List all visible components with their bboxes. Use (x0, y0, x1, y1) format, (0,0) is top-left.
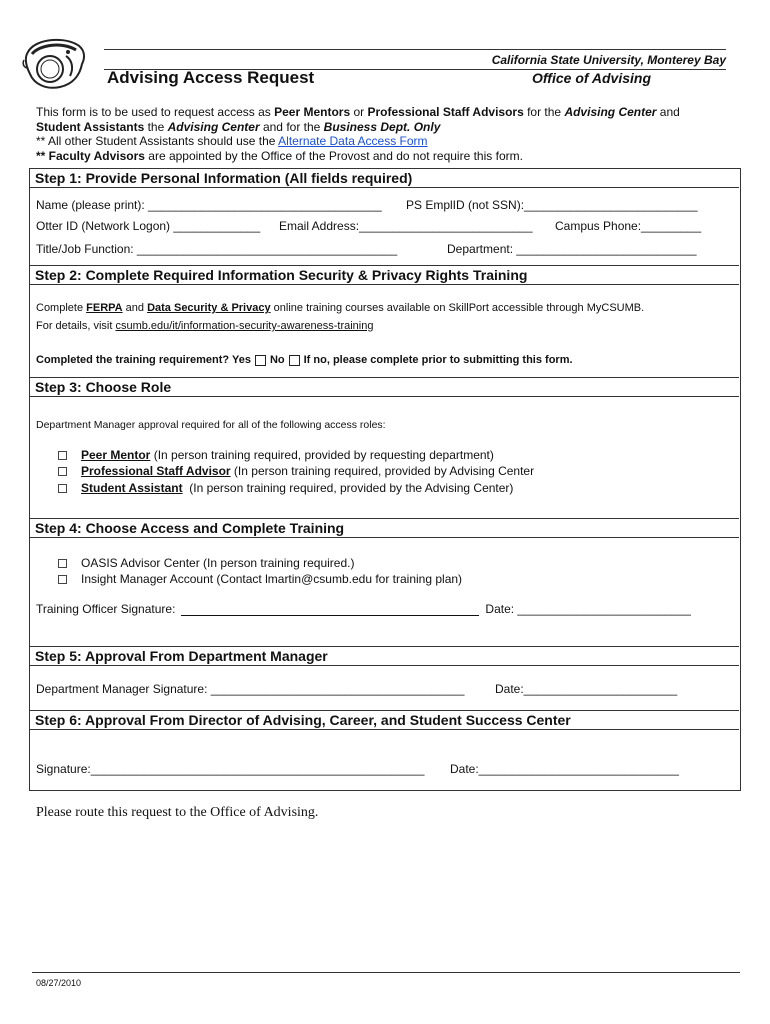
step6-header: Step 6: Approval From Director of Advising, Career, and Student Success Center (29, 710, 739, 730)
access-oasis[interactable]: OASIS Advisor Center (In person training required.) (58, 556, 354, 570)
form-frame (29, 168, 741, 791)
role-student-assistant[interactable]: Student Assistant (In person training required, provided by the Advising Center) (58, 481, 513, 495)
data-security-link[interactable]: Data Security & Privacy (147, 302, 271, 314)
intro-text: This form is to be used to request access as Peer Mentors or Professional Staff Advisors for the Advising Center and Student Assistants the Advising Center and for the Business Dept. Only ** All other Student Assistants should use the Alternate Data Access Form ** Faculty Advisors are appointed by the Office of the Provost and do not require this form. (36, 105, 680, 164)
staff-advisor-checkbox[interactable] (58, 467, 67, 476)
training-url-link[interactable]: csumb.edu/it/information-security-awareness-training (115, 320, 374, 332)
campus-phone-field[interactable]: Campus Phone:_________ (555, 219, 702, 233)
role-professional-staff-advisor[interactable]: Professional Staff Advisor (In person training required, provided by Advising Center (58, 464, 534, 478)
access-insight-manager[interactable]: Insight Manager Account (Contact lmartin@csumb.edu for training plan) (58, 572, 462, 586)
emplid-field[interactable]: PS EmplID (not SSN):__________________________ (406, 198, 698, 212)
step4-header: Step 4: Choose Access and Complete Training (29, 518, 739, 538)
title-job-function-field[interactable]: Title/Job Function: _______________________________________ (36, 242, 398, 256)
training-instructions: Complete FERPA and Data Security & Privacy online training courses available on SkillPort accessible through MyCSUMB. (36, 302, 645, 314)
dept-manager-date[interactable]: Date:_______________________ (495, 682, 678, 696)
director-date[interactable]: Date:______________________________ (450, 762, 679, 776)
dept-manager-signature[interactable]: Department Manager Signature: ______________________________________ (36, 682, 465, 696)
no-checkbox[interactable] (289, 355, 300, 366)
office-name: Office of Advising (532, 70, 652, 86)
ferpa-link[interactable]: FERPA (86, 302, 123, 314)
student-assistant-checkbox[interactable] (58, 484, 67, 493)
yes-checkbox[interactable] (255, 355, 266, 366)
email-field[interactable]: Email Address:__________________________ (279, 219, 533, 233)
department-field[interactable]: Department: ___________________________ (447, 242, 697, 256)
oasis-checkbox[interactable] (58, 559, 67, 568)
training-completed-question: Completed the training requirement? Yes No If no, please complete prior to submitting this form. (36, 354, 573, 366)
director-signature[interactable]: Signature:__________________________________________________ (36, 762, 425, 776)
alternate-data-access-form-link[interactable]: Alternate Data Access Form (278, 134, 428, 149)
header-rule-top (104, 49, 726, 50)
step1-header: Step 1: Provide Personal Information (All fields required) (29, 168, 739, 188)
training-officer-signature[interactable]: Training Officer Signature: Date: __________________________ (36, 602, 691, 616)
otter-logo (20, 34, 88, 90)
otter-id-field[interactable]: Otter ID (Network Logon) _____________ (36, 219, 261, 233)
footer-rule (32, 972, 740, 973)
step3-header: Step 3: Choose Role (29, 377, 739, 397)
routing-note: Please route this request to the Office of Advising. (36, 805, 319, 820)
step5-header: Step 5: Approval From Department Manager (29, 646, 739, 666)
role-peer-mentor[interactable]: Peer Mentor (In person training required, provided by requesting department) (58, 448, 494, 462)
training-details: For details, visit csumb.edu/it/information-security-awareness-training (36, 320, 374, 332)
form-title: Advising Access Request (107, 68, 315, 87)
peer-mentor-checkbox[interactable] (58, 451, 67, 460)
name-field[interactable]: Name (please print): ___________________________________ (36, 198, 382, 212)
step2-header: Step 2: Complete Required Information Security & Privacy Rights Training (29, 265, 739, 285)
role-note: Department Manager approval required for all of the following access roles: (36, 419, 386, 431)
revision-date: 08/27/2010 (36, 978, 82, 988)
insight-checkbox[interactable] (58, 575, 67, 584)
university-name: California State University, Monterey Bay (491, 53, 726, 67)
